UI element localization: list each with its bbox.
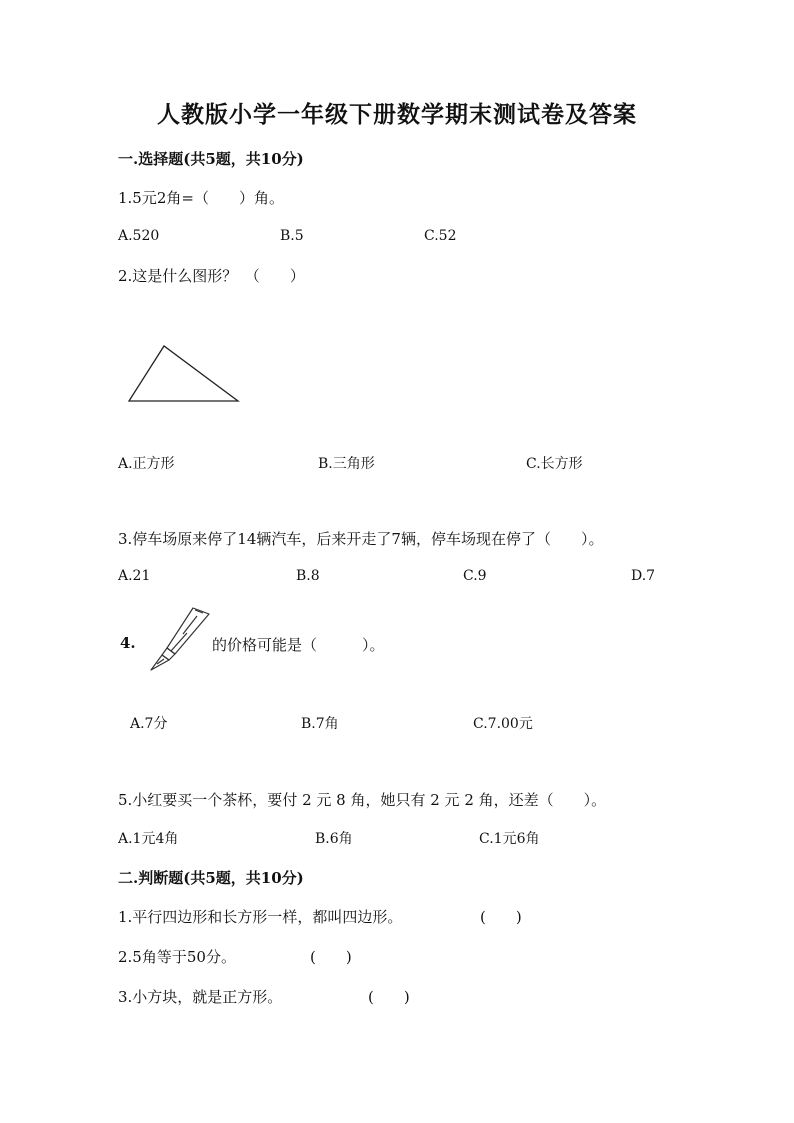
- q1-option-c[interactable]: C.52: [424, 228, 457, 244]
- question-2: 2.这是什么图形？ （ ）: [118, 267, 305, 285]
- question-4: 的价格可能是（ ）。: [212, 636, 385, 654]
- triangle-figure: [126, 344, 242, 404]
- q3-option-a[interactable]: A.21: [118, 568, 151, 584]
- judgment-blank-1[interactable]: ( ): [480, 908, 522, 926]
- q2-option-b[interactable]: B.三角形: [318, 456, 375, 472]
- q5-option-a[interactable]: A.1元4角: [118, 831, 179, 847]
- section-heading-choice: 一.选择题(共5题，共10分): [118, 150, 304, 168]
- q3-option-b[interactable]: B.8: [296, 568, 320, 584]
- question-3: 3.停车场原来停了14辆汽车，后来开走了7辆，停车场现在停了（ ）。: [118, 530, 604, 548]
- section-heading-judgment: 二.判断题(共5题，共10分): [118, 869, 304, 887]
- q1-option-a[interactable]: A.520: [118, 228, 160, 244]
- judgment-item-1: 1.平行四边形和长方形一样，都叫四边形。: [118, 908, 403, 926]
- judgment-item-3: 3.小方块，就是正方形。: [118, 988, 283, 1006]
- q2-option-a[interactable]: A.正方形: [118, 456, 175, 472]
- question-1: 1.5元2角=（ ）角。: [118, 189, 284, 207]
- judgment-blank-2[interactable]: ( ): [310, 948, 352, 966]
- q5-option-b[interactable]: B.6角: [315, 831, 353, 847]
- question-5: 5.小红要买一个茶杯，要付 2 元 8 角，她只有 2 元 2 角，还差（ ）。: [118, 791, 607, 809]
- q1-option-b[interactable]: B.5: [280, 228, 304, 244]
- judgment-blank-3[interactable]: ( ): [368, 988, 410, 1006]
- question-4-number: 4.: [120, 634, 136, 652]
- q4-option-b[interactable]: B.7角: [301, 716, 339, 732]
- q5-option-c[interactable]: C.1元6角: [479, 831, 540, 847]
- q3-option-d[interactable]: D.7: [631, 568, 656, 584]
- q4-option-c[interactable]: C.7.00元: [473, 716, 533, 732]
- fountain-pen-icon: [145, 604, 213, 674]
- q2-option-c[interactable]: C.长方形: [526, 456, 583, 472]
- q3-option-c[interactable]: C.9: [463, 568, 487, 584]
- judgment-item-2: 2.5角等于50分。: [118, 948, 236, 966]
- page-title: 人教版小学一年级下册数学期末测试卷及答案: [157, 101, 637, 128]
- q4-option-a[interactable]: A.7分: [130, 716, 168, 732]
